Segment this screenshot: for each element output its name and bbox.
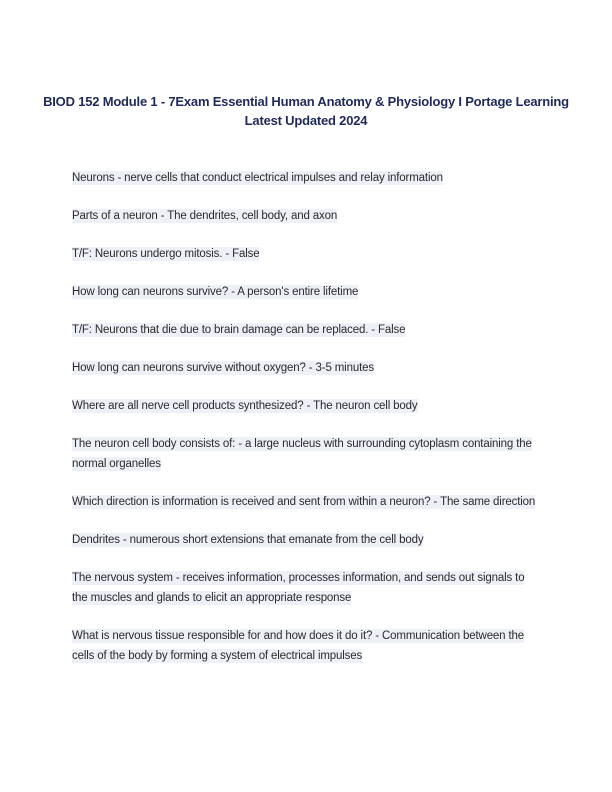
flashcard-item bbox=[72, 282, 542, 302]
flashcard-text: Dendrites - numerous short extensions that emanate from the cell body bbox=[72, 534, 424, 546]
flashcard-text: The nervous system - receives information, processes information, and sends out signals to the muscles and glands to elicit an appropriate response bbox=[72, 572, 525, 604]
flashcard-item bbox=[72, 358, 542, 378]
flashcard-text: T/F: Neurons undergo mitosis. - False bbox=[72, 248, 260, 260]
flashcard-item bbox=[72, 320, 542, 340]
flashcard-item bbox=[72, 626, 542, 666]
flashcard-list bbox=[72, 168, 542, 684]
flashcard-item bbox=[72, 206, 542, 226]
flashcard-item bbox=[72, 168, 542, 188]
flashcard-item bbox=[72, 568, 542, 608]
flashcard-text: How long can neurons survive? - A person's entire lifetime bbox=[72, 286, 359, 298]
flashcard-text: What is nervous tissue responsible for and how does it do it? - Communication between the cells of the body by forming a system of electrical impulses bbox=[72, 630, 525, 662]
flashcard-text: Parts of a neuron - The dendrites, cell body, and axon bbox=[72, 210, 338, 222]
flashcard-text: Neurons - nerve cells that conduct electrical impulses and relay information bbox=[72, 172, 443, 184]
flashcard-text: Where are all nerve cell products synthesized? - The neuron cell body bbox=[72, 400, 418, 412]
flashcard-item bbox=[72, 396, 542, 416]
document-title: BIOD 152 Module 1 - 7Exam Essential Human Anatomy & Physiology I Portage Learning Latest Updated 2024 bbox=[43, 94, 569, 128]
flashcard-item bbox=[72, 244, 542, 264]
flashcard-item bbox=[72, 530, 542, 550]
flashcard-item bbox=[72, 434, 542, 474]
flashcard-text: Which direction is information is received and sent from within a neuron? - The same direction bbox=[72, 496, 536, 508]
flashcard-item bbox=[72, 492, 542, 512]
flashcard-text: How long can neurons survive without oxygen? - 3-5 minutes bbox=[72, 362, 374, 374]
flashcard-text: T/F: Neurons that die due to brain damage can be replaced. - False bbox=[72, 324, 406, 336]
flashcard-text: The neuron cell body consists of: - a large nucleus with surrounding cytoplasm containing the normal organelles bbox=[72, 438, 532, 470]
